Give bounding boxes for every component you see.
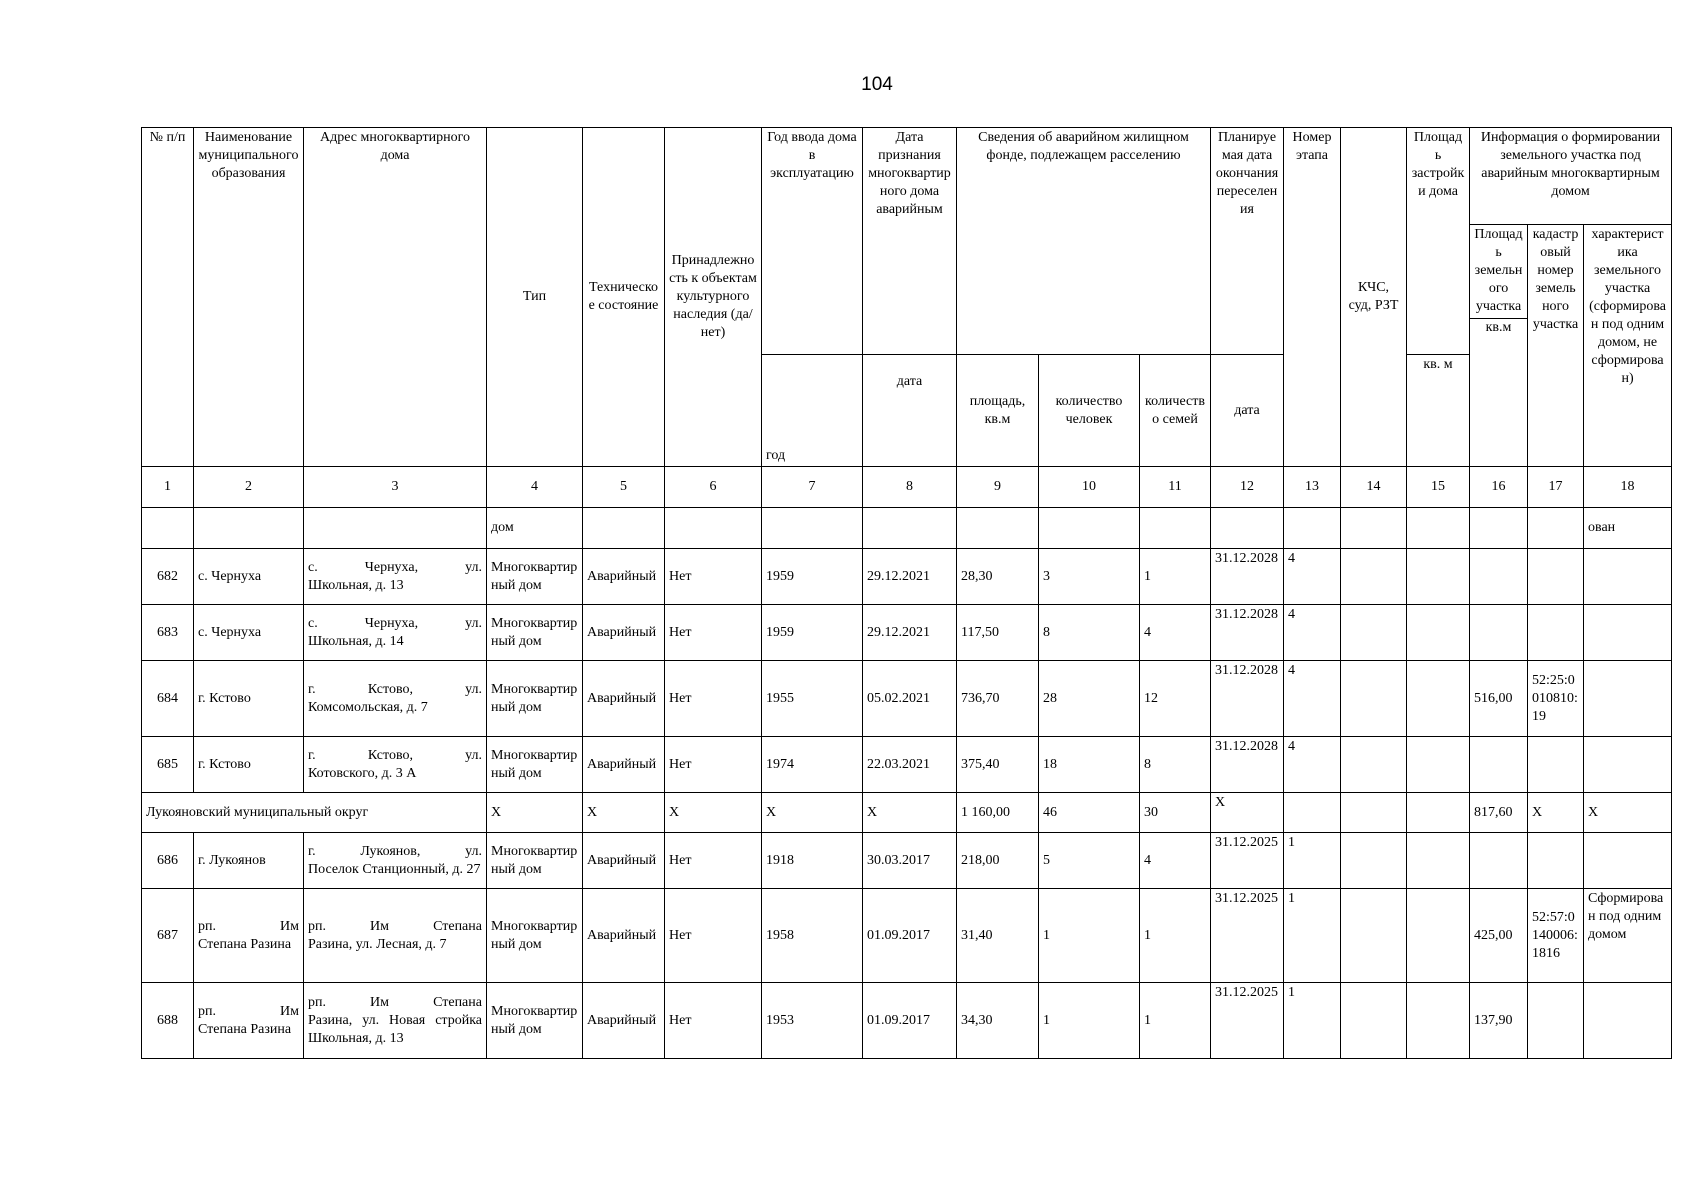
cell-build-area bbox=[1407, 661, 1470, 737]
municipality-part: Степана Разина bbox=[198, 936, 292, 952]
cell-kchs bbox=[1341, 605, 1407, 661]
header-col-17: кадастровый номер земельного участка bbox=[1528, 225, 1584, 467]
cell-plan-date: 31.12.2028 bbox=[1211, 737, 1284, 793]
header-col-1: № п/п bbox=[142, 128, 194, 467]
cell-empty bbox=[863, 508, 957, 549]
cell-land-char: Сформирован под одним домом bbox=[1584, 889, 1672, 983]
header-col-16-18: Информация о формировании земельного участка под аварийным многоквартирным домом bbox=[1470, 128, 1672, 225]
header-col-9-11: Сведения об аварийном жилищном фонде, подлежащем расселению bbox=[957, 128, 1211, 355]
address-part: Поселок Станционный, д. 27 bbox=[308, 861, 481, 877]
header-col-2: Наименование муниципального образования bbox=[194, 128, 304, 467]
cell-area: 736,70 bbox=[957, 661, 1039, 737]
cell-state: Аварийный bbox=[583, 737, 665, 793]
cell-cadastral: 52:57:0140006:1816 bbox=[1528, 889, 1584, 983]
cell-state: Аварийный bbox=[583, 983, 665, 1059]
cell-land-area bbox=[1470, 833, 1528, 889]
cell-land-area bbox=[1470, 737, 1528, 793]
cell-empty bbox=[583, 508, 665, 549]
cell-address bbox=[304, 889, 487, 983]
header-col-8-sub: дата bbox=[863, 355, 957, 467]
cell-land-char bbox=[1584, 661, 1672, 737]
cell-date: 22.03.2021 bbox=[863, 737, 957, 793]
cell-people: 8 bbox=[1039, 605, 1140, 661]
column-number-row bbox=[142, 467, 1672, 508]
cell-area: 34,30 bbox=[957, 983, 1039, 1059]
address-part: г. bbox=[308, 681, 316, 697]
column-number: 17 bbox=[1528, 467, 1584, 508]
cell-empty bbox=[1407, 508, 1470, 549]
address-part: Чернуха, bbox=[364, 615, 419, 631]
cell-families: 1 bbox=[1140, 983, 1211, 1059]
cell-year: 1959 bbox=[762, 549, 863, 605]
cell-year: 1959 bbox=[762, 605, 863, 661]
cell-date: 29.12.2021 bbox=[863, 549, 957, 605]
header-col-16-label: Площадь земельного участка bbox=[1474, 227, 1523, 314]
cell-area: 31,40 bbox=[957, 889, 1039, 983]
table-row bbox=[142, 833, 1672, 889]
cell-type: Многоквартирный дом bbox=[487, 605, 583, 661]
cell-build-area bbox=[1407, 605, 1470, 661]
header-col-16 bbox=[1470, 225, 1528, 467]
cell-number: 686 bbox=[142, 833, 194, 889]
subtotal-land-area: 817,60 bbox=[1470, 793, 1528, 833]
column-number: 18 bbox=[1584, 467, 1672, 508]
header-col-16-unit: кв.м bbox=[1470, 318, 1527, 337]
address-part: Лукоянов, bbox=[360, 843, 421, 859]
cell-municipality bbox=[194, 889, 304, 983]
cell-plan-date: 31.12.2028 bbox=[1211, 661, 1284, 737]
column-number: 15 bbox=[1407, 467, 1470, 508]
cell-plan-date: 31.12.2028 bbox=[1211, 605, 1284, 661]
cell-type: дом bbox=[487, 508, 583, 549]
address-part: Комсомольская, д. 7 bbox=[308, 699, 428, 715]
address-part: ул. bbox=[465, 615, 482, 631]
column-number: 10 bbox=[1039, 467, 1140, 508]
cell-people: 1 bbox=[1039, 889, 1140, 983]
cell-people: 1 bbox=[1039, 983, 1140, 1059]
header-col-15-sub: кв. м bbox=[1407, 355, 1470, 467]
address-part: рп. bbox=[308, 994, 326, 1010]
cell-plan-date: 31.12.2025 bbox=[1211, 833, 1284, 889]
cell-address bbox=[304, 605, 487, 661]
cell-municipality: г. Кстово bbox=[194, 661, 304, 737]
cell-type: Многоквартирный дом bbox=[487, 983, 583, 1059]
address-part: Котовского, д. 3 А bbox=[308, 765, 417, 781]
cell-plan-date: 31.12.2025 bbox=[1211, 983, 1284, 1059]
cell-empty bbox=[1407, 833, 1470, 889]
address-part: Им bbox=[370, 918, 390, 934]
cell-date: 01.09.2017 bbox=[863, 983, 957, 1059]
cell-land-char bbox=[1584, 737, 1672, 793]
emergency-housing-table bbox=[141, 127, 1672, 1059]
cell-heritage: Нет bbox=[665, 983, 762, 1059]
header-col-4: Тип bbox=[487, 128, 583, 467]
cell-area: 117,50 bbox=[957, 605, 1039, 661]
address-part: с. bbox=[308, 559, 318, 575]
address-part: ул. bbox=[465, 843, 482, 859]
subtotal-cell: X bbox=[863, 793, 957, 833]
cell-date: 30.03.2017 bbox=[863, 833, 957, 889]
header-col-10: количество человек bbox=[1039, 355, 1140, 467]
address-part: Разина, ул. Лесная, д. 7 bbox=[308, 936, 447, 952]
cell-type: Многоквартирный дом bbox=[487, 661, 583, 737]
cell-land-area bbox=[1470, 605, 1528, 661]
address-part: с. bbox=[308, 615, 318, 631]
cell-empty bbox=[304, 508, 487, 549]
cell-date: 01.09.2017 bbox=[863, 889, 957, 983]
cell-stage: 1 bbox=[1284, 889, 1341, 983]
cell-address bbox=[304, 661, 487, 737]
continuation-row bbox=[142, 508, 1672, 549]
header-col-7-sub: год bbox=[762, 355, 863, 467]
cell-land-area bbox=[1470, 549, 1528, 605]
subtotal-cell: X bbox=[1528, 793, 1584, 833]
cell-municipality bbox=[194, 983, 304, 1059]
address-part: г. bbox=[308, 747, 316, 763]
cell-number: 687 bbox=[142, 889, 194, 983]
cell-empty bbox=[1140, 508, 1211, 549]
column-number: 4 bbox=[487, 467, 583, 508]
column-number: 8 bbox=[863, 467, 957, 508]
address-part: Чернуха, bbox=[364, 559, 419, 575]
address-part: Кстово, bbox=[367, 747, 413, 763]
header-col-18: характеристика земельного участка (сформирован под одним домом, не сформирован) bbox=[1584, 225, 1672, 467]
cell-municipality: с. Чернуха bbox=[194, 605, 304, 661]
cell-plan-date: 31.12.2028 bbox=[1211, 549, 1284, 605]
cell-municipality: с. Чернуха bbox=[194, 549, 304, 605]
cell-year: 1918 bbox=[762, 833, 863, 889]
table-row bbox=[142, 605, 1672, 661]
address-part: Школьная, д. 14 bbox=[308, 633, 404, 649]
cell-stage: 4 bbox=[1284, 737, 1341, 793]
address-part: ул. bbox=[465, 681, 482, 697]
cell-empty bbox=[957, 508, 1039, 549]
cell-kchs bbox=[1341, 737, 1407, 793]
cell-municipality: г. Кстово bbox=[194, 737, 304, 793]
cell-heritage: Нет bbox=[665, 833, 762, 889]
cell-families: 4 bbox=[1140, 605, 1211, 661]
cell-area: 28,30 bbox=[957, 549, 1039, 605]
column-number: 13 bbox=[1284, 467, 1341, 508]
cell-date: 29.12.2021 bbox=[863, 605, 957, 661]
cell-state: Аварийный bbox=[583, 605, 665, 661]
cell-address bbox=[304, 983, 487, 1059]
subtotal-cell: X bbox=[583, 793, 665, 833]
header-col-12-sub: дата bbox=[1211, 355, 1284, 467]
address-part: Степана bbox=[433, 918, 482, 934]
cell-people: 18 bbox=[1039, 737, 1140, 793]
cell-year: 1958 bbox=[762, 889, 863, 983]
cell-empty bbox=[1211, 508, 1284, 549]
subtotal-cell: X bbox=[1584, 793, 1672, 833]
cell-type: Многоквартирный дом bbox=[487, 889, 583, 983]
cell-heritage: Нет bbox=[665, 661, 762, 737]
cell-land-char: ован bbox=[1584, 508, 1672, 549]
cell-type: Многоквартирный дом bbox=[487, 833, 583, 889]
cell-address bbox=[304, 833, 487, 889]
cell-empty bbox=[1407, 889, 1470, 983]
cell-empty bbox=[1341, 889, 1407, 983]
cell-number: 684 bbox=[142, 661, 194, 737]
cell-people: 5 bbox=[1039, 833, 1140, 889]
cell-state: Аварийный bbox=[583, 833, 665, 889]
header-col-15: Площадь застройки дома bbox=[1407, 128, 1470, 355]
header-col-8: Дата признания многоквартирного дома аварийным bbox=[863, 128, 957, 355]
cell-cadastral: 52:25:0010810:19 bbox=[1528, 661, 1584, 737]
cell-people: 3 bbox=[1039, 549, 1140, 605]
cell-year: 1955 bbox=[762, 661, 863, 737]
address-part: Разина, ул. Новая стройка Школьная, д. 13 bbox=[308, 1012, 482, 1046]
header-col-11: количество семей bbox=[1140, 355, 1211, 467]
cell-stage: 4 bbox=[1284, 549, 1341, 605]
cell-empty bbox=[1039, 508, 1140, 549]
subtotal-cell: X bbox=[762, 793, 863, 833]
cell-land-area: 137,90 bbox=[1470, 983, 1528, 1059]
cell-families: 8 bbox=[1140, 737, 1211, 793]
cell-empty bbox=[1470, 508, 1528, 549]
table-row bbox=[142, 661, 1672, 737]
cell-empty bbox=[762, 508, 863, 549]
header-col-13: Номер этапа bbox=[1284, 128, 1341, 467]
cell-empty bbox=[142, 508, 194, 549]
cell-stage: 1 bbox=[1284, 833, 1341, 889]
cell-land-char bbox=[1584, 549, 1672, 605]
cell-empty bbox=[665, 508, 762, 549]
subtotal-people: 46 bbox=[1039, 793, 1140, 833]
cell-cadastral bbox=[1528, 983, 1584, 1059]
header-col-3: Адрес многоквартирного дома bbox=[304, 128, 487, 467]
table-row bbox=[142, 889, 1672, 983]
table-row bbox=[142, 737, 1672, 793]
cell-empty bbox=[1341, 793, 1407, 833]
cell-kchs bbox=[1341, 549, 1407, 605]
cell-heritage: Нет bbox=[665, 737, 762, 793]
cell-kchs bbox=[1341, 661, 1407, 737]
column-number: 5 bbox=[583, 467, 665, 508]
header-col-9: площадь, кв.м bbox=[957, 355, 1039, 467]
address-part: рп. bbox=[308, 918, 326, 934]
cell-type: Многоквартирный дом bbox=[487, 737, 583, 793]
cell-cadastral bbox=[1528, 549, 1584, 605]
address-part: Степана bbox=[433, 994, 482, 1010]
column-number: 7 bbox=[762, 467, 863, 508]
column-number: 9 bbox=[957, 467, 1039, 508]
cell-number: 683 bbox=[142, 605, 194, 661]
cell-municipality: г. Лукоянов bbox=[194, 833, 304, 889]
cell-families: 4 bbox=[1140, 833, 1211, 889]
header-col-6: Принадлежность к объектам культурного наследия (да/нет) bbox=[665, 128, 762, 467]
header-col-5: Техническое состояние bbox=[583, 128, 665, 467]
cell-empty bbox=[194, 508, 304, 549]
cell-stage: 4 bbox=[1284, 605, 1341, 661]
column-number: 6 bbox=[665, 467, 762, 508]
cell-area: 218,00 bbox=[957, 833, 1039, 889]
table-row bbox=[142, 549, 1672, 605]
cell-date: 05.02.2021 bbox=[863, 661, 957, 737]
cell-people: 28 bbox=[1039, 661, 1140, 737]
column-number: 1 bbox=[142, 467, 194, 508]
municipality-part: Им bbox=[280, 918, 299, 934]
cell-empty bbox=[1341, 833, 1407, 889]
cell-year: 1974 bbox=[762, 737, 863, 793]
municipality-part: Степана Разина bbox=[198, 1021, 292, 1037]
municipality-part: рп. bbox=[198, 918, 216, 934]
cell-area: 375,40 bbox=[957, 737, 1039, 793]
header-col-12: Планируемая дата окончания переселения bbox=[1211, 128, 1284, 355]
column-number: 2 bbox=[194, 467, 304, 508]
cell-state: Аварийный bbox=[583, 549, 665, 605]
column-number: 3 bbox=[304, 467, 487, 508]
column-number: 12 bbox=[1211, 467, 1284, 508]
header-col-14: КЧС, суд, РЗТ bbox=[1341, 128, 1407, 467]
cell-heritage: Нет bbox=[665, 889, 762, 983]
subtotal-area: 1 160,00 bbox=[957, 793, 1039, 833]
cell-land-char bbox=[1584, 833, 1672, 889]
header-col-7: Год ввода дома в эксплуатацию bbox=[762, 128, 863, 355]
cell-families: 1 bbox=[1140, 889, 1211, 983]
cell-cadastral bbox=[1528, 737, 1584, 793]
address-part: г. bbox=[308, 843, 316, 859]
address-part: Кстово, bbox=[367, 681, 413, 697]
cell-heritage: Нет bbox=[665, 549, 762, 605]
cell-build-area bbox=[1407, 737, 1470, 793]
cell-year: 1953 bbox=[762, 983, 863, 1059]
subtotal-row bbox=[142, 793, 1672, 833]
cell-state: Аварийный bbox=[583, 889, 665, 983]
cell-land-char bbox=[1584, 983, 1672, 1059]
cell-empty bbox=[1284, 793, 1341, 833]
cell-stage: 1 bbox=[1284, 983, 1341, 1059]
cell-empty bbox=[1528, 508, 1584, 549]
column-number: 11 bbox=[1140, 467, 1211, 508]
subtotal-cell: X bbox=[487, 793, 583, 833]
cell-number: 682 bbox=[142, 549, 194, 605]
cell-families: 1 bbox=[1140, 549, 1211, 605]
cell-empty bbox=[1341, 508, 1407, 549]
subtotal-cell: X bbox=[665, 793, 762, 833]
cell-empty bbox=[1341, 983, 1407, 1059]
cell-address bbox=[304, 549, 487, 605]
cell-number: 688 bbox=[142, 983, 194, 1059]
address-part: Школьная, д. 13 bbox=[308, 577, 404, 593]
address-part: ул. bbox=[465, 747, 482, 763]
cell-build-area bbox=[1407, 549, 1470, 605]
page-number: 104 bbox=[861, 74, 893, 95]
address-part: ул. bbox=[465, 559, 482, 575]
cell-families: 12 bbox=[1140, 661, 1211, 737]
cell-cadastral bbox=[1528, 605, 1584, 661]
cell-land-area: 516,00 bbox=[1470, 661, 1528, 737]
housing-register-sheet bbox=[141, 127, 1671, 1059]
cell-land-area: 425,00 bbox=[1470, 889, 1528, 983]
cell-address bbox=[304, 737, 487, 793]
cell-plan-date: 31.12.2025 bbox=[1211, 889, 1284, 983]
cell-empty bbox=[1407, 983, 1470, 1059]
column-number: 14 bbox=[1341, 467, 1407, 508]
cell-land-char bbox=[1584, 605, 1672, 661]
cell-stage: 4 bbox=[1284, 661, 1341, 737]
cell-state: Аварийный bbox=[583, 661, 665, 737]
subtotal-label: Лукояновский муниципальный округ bbox=[142, 793, 487, 833]
municipality-part: рп. bbox=[198, 1003, 216, 1019]
subtotal-families: 30 bbox=[1140, 793, 1211, 833]
cell-heritage: Нет bbox=[665, 605, 762, 661]
table-row bbox=[142, 983, 1672, 1059]
cell-number: 685 bbox=[142, 737, 194, 793]
address-part: Им bbox=[370, 994, 390, 1010]
cell-empty bbox=[1407, 793, 1470, 833]
column-number: 16 bbox=[1470, 467, 1528, 508]
cell-cadastral bbox=[1528, 833, 1584, 889]
subtotal-cell: X bbox=[1211, 793, 1284, 833]
header-row-1 bbox=[142, 128, 1672, 225]
cell-type: Многоквартирный дом bbox=[487, 549, 583, 605]
cell-empty bbox=[1284, 508, 1341, 549]
municipality-part: Им bbox=[280, 1003, 299, 1019]
